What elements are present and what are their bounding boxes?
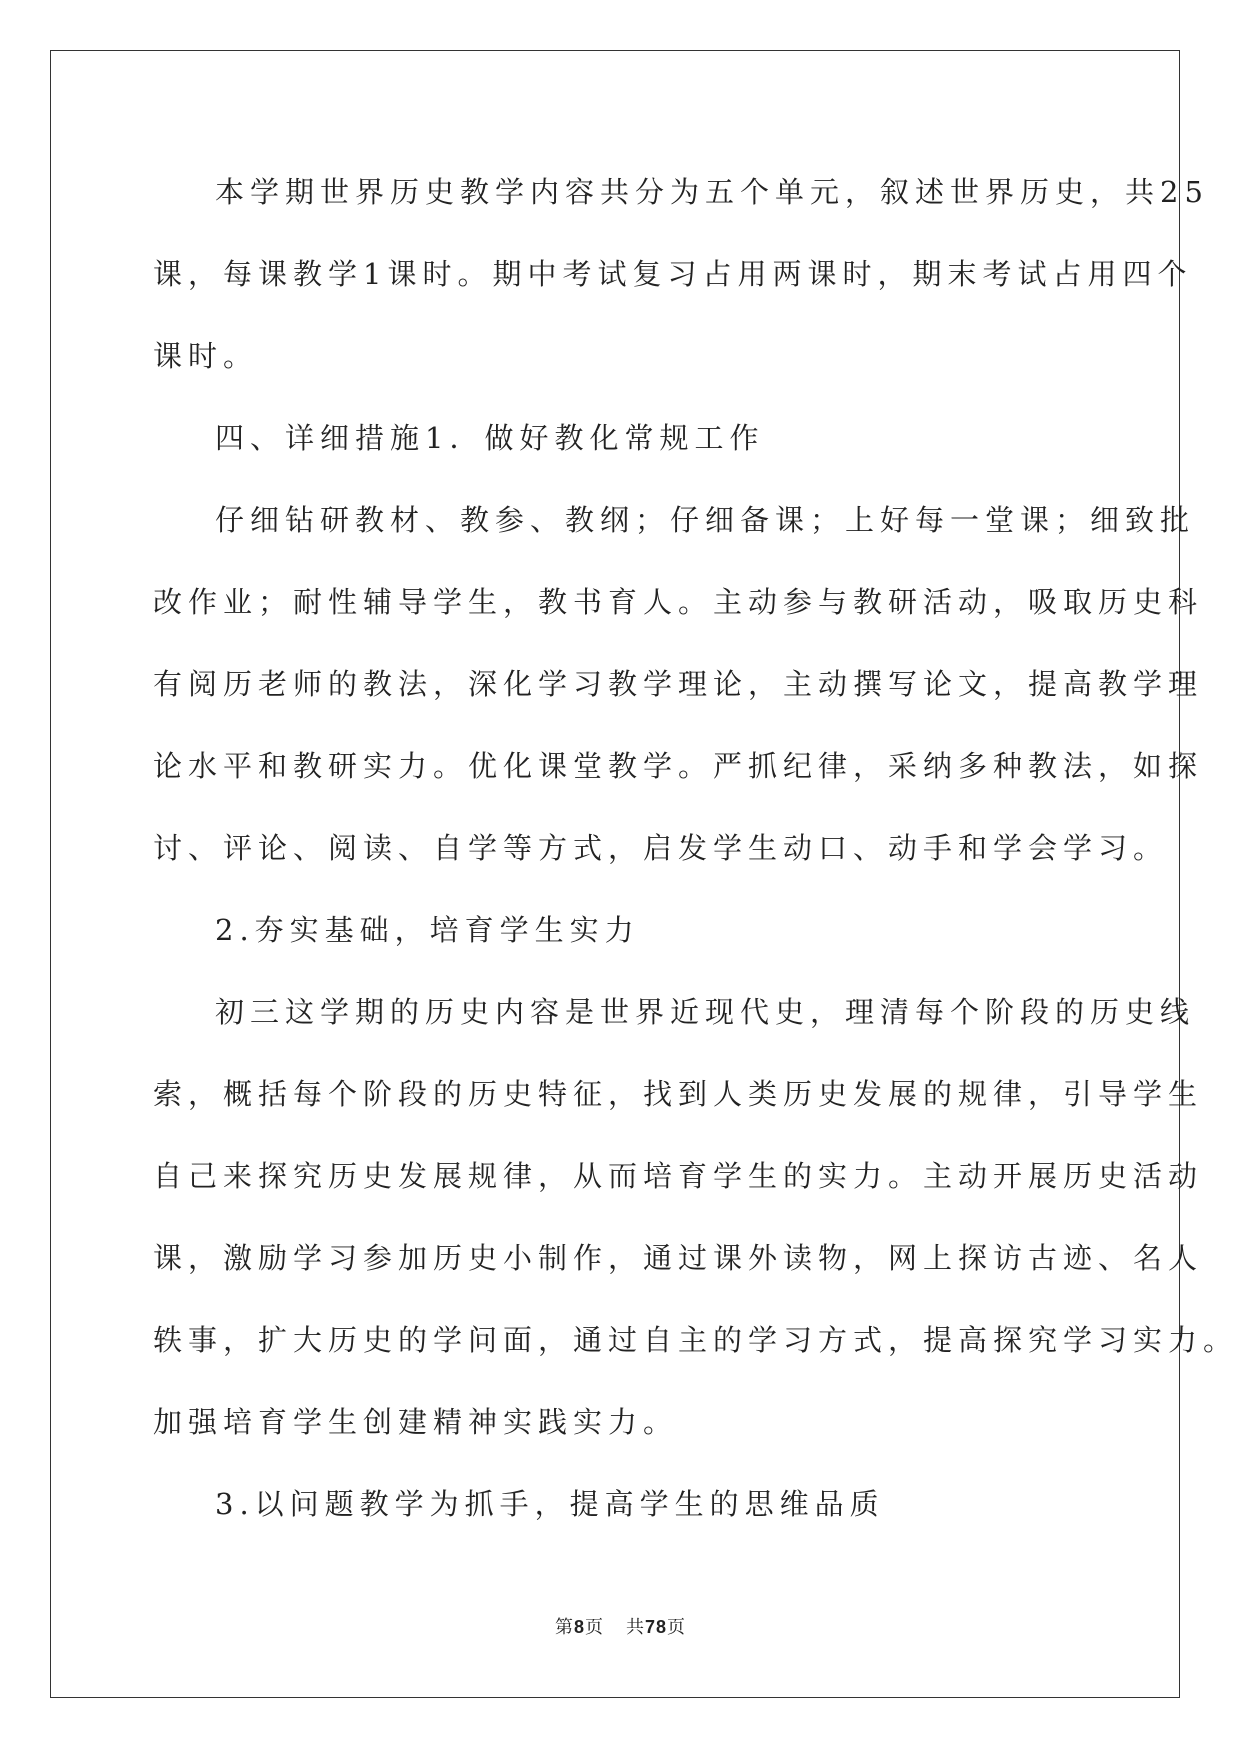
- footer-page-number: 8: [573, 1617, 585, 1637]
- text-line: 加强培育学生创建精神实践实力。: [153, 1405, 679, 1439]
- text-line: 四、详细措施1．做好教化常规工作: [215, 421, 765, 455]
- text-line: 课，每课教学1课时。期中考试复习占用两课时，期末考试占用四个: [153, 257, 1193, 291]
- text-line: 3.以问题教学为抓手，提高学生的思维品质: [215, 1487, 885, 1521]
- footer-page-prefix: 第: [554, 1617, 574, 1638]
- text-line: 仔细钻研教材、教参、教纲；仔细备课；上好每一堂课；细致批: [215, 503, 1196, 537]
- text-line: 2.夯实基础，培育学生实力: [215, 913, 640, 947]
- footer-total-prefix: 共: [625, 1617, 645, 1638]
- text-line: 有阅历老师的教法，深化学习教学理论，主动撰写论文，提高教学理: [153, 667, 1204, 701]
- text-line: 课时。: [153, 339, 259, 373]
- text-line: 课，激励学习参加历史小制作，通过课外读物，网上探访古迹、名人: [153, 1241, 1204, 1275]
- text-line: 改作业；耐性辅导学生，教书育人。主动参与教研活动，吸取历史科: [153, 585, 1204, 619]
- footer-total-pages: 78: [644, 1617, 668, 1637]
- text-line: 轶事，扩大历史的学问面，通过自主的学习方式，提高探究学习实力。: [153, 1323, 1239, 1357]
- document-body: [153, 160, 1239, 1554]
- text-line: 初三这学期的历史内容是世界近现代史，理清每个阶段的历史线: [215, 995, 1196, 1029]
- text-line: 论水平和教研实力。优化课堂教学。严抓纪律，采纳多种教法，如探: [153, 749, 1204, 783]
- page-footer: [0, 1613, 1241, 1639]
- footer-total-suffix: 页: [667, 1617, 687, 1638]
- text-line: 自己来探究历史发展规律，从而培育学生的实力。主动开展历史活动: [153, 1159, 1204, 1193]
- footer-page-suffix: 页: [584, 1617, 604, 1638]
- text-line: 讨、评论、阅读、自学等方式，启发学生动口、动手和学会学习。: [153, 831, 1169, 865]
- text-line: 索，概括每个阶段的历史特征，找到人类历史发展的规律，引导学生: [153, 1077, 1204, 1111]
- text-line: 本学期世界历史教学内容共分为五个单元，叙述世界历史，共25: [215, 175, 1209, 209]
